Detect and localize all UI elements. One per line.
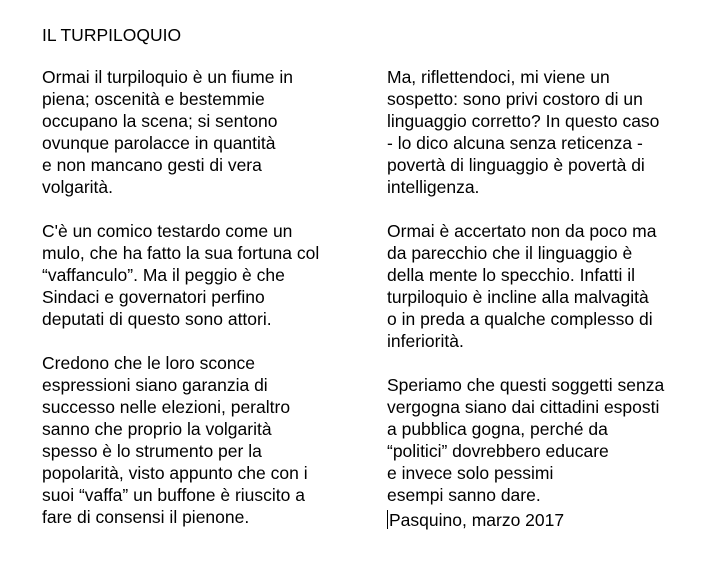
- poem-line: spesso è lo strumento per la: [42, 441, 262, 461]
- poem-line: esempi sanno dare.: [387, 485, 541, 505]
- poem-title: IL TURPILOQUIO: [42, 25, 182, 45]
- poem-line: occupano la scena; si sentono: [42, 111, 278, 131]
- poem-line: della mente lo specchio. Infatti il: [387, 265, 636, 285]
- poem-line: suoi “vaffa” un buffone è riuscito a: [42, 485, 305, 505]
- stanza: [42, 66, 362, 198]
- stanza: [42, 220, 362, 330]
- poem-line: ovunque parolacce in quantità: [42, 133, 276, 153]
- poem-line: Ormai è accertato non da poco ma: [387, 221, 657, 241]
- stanza: [387, 66, 687, 198]
- poem-line: intelligenza.: [387, 177, 480, 197]
- poem-line: Ma, riflettendoci, mi viene un: [387, 67, 610, 87]
- poem-line: Ormai il turpiloquio è un fiume in: [42, 67, 293, 87]
- poem-line: e non mancano gesti di vera: [42, 155, 262, 175]
- right-column: [387, 66, 687, 528]
- poem-line: Sindaci e governatori perfino: [42, 287, 265, 307]
- poem-line: inferiorità.: [387, 331, 464, 351]
- poem-line: mulo, che ha fatto la sua fortuna col: [42, 243, 320, 263]
- poem-line: espressioni siano garanzia di: [42, 375, 268, 395]
- poem-line: e invece solo pessimi: [387, 463, 554, 483]
- poem-line: da parecchio che il linguaggio è: [387, 243, 633, 263]
- poem-line: sanno che proprio la volgarità: [42, 419, 272, 439]
- stanza: [387, 374, 687, 506]
- signature-text: Pasquino, marzo 2017: [389, 510, 565, 530]
- poem-line: vergogna siano dai cittadini esposti: [387, 397, 660, 417]
- poem-line: “politici” dovrebbero educare: [387, 441, 609, 461]
- poem-line: linguaggio corretto? In questo caso: [387, 111, 660, 131]
- poem-line: Speriamo che questi soggetti senza: [387, 375, 665, 395]
- poem-line: a pubblica gogna, perché da: [387, 419, 608, 439]
- poem-line: piena; oscenità e bestemmie: [42, 89, 265, 109]
- poem-line: povertà di linguaggio è povertà di: [387, 155, 645, 175]
- signature-line[interactable]: [387, 509, 564, 531]
- poem-line: volgarità.: [42, 177, 114, 197]
- poem-line: successo nelle elezioni, peraltro: [42, 397, 291, 417]
- poem-line: “vaffanculo”. Ma il peggio è che: [42, 265, 285, 285]
- poem-line: deputati di questo sono attori.: [42, 309, 272, 329]
- text-cursor: [387, 510, 388, 529]
- poem-line: sospetto: sono privi costoro di un: [387, 89, 643, 109]
- poem-line: Credono che le loro sconce: [42, 353, 256, 373]
- poem-line: C'è un comico testardo come un: [42, 221, 293, 241]
- stanza: [42, 352, 362, 528]
- poem-line: popolarità, visto appunto che con i: [42, 463, 308, 483]
- poem-line: - lo dico alcuna senza reticenza -: [387, 133, 643, 153]
- poem-line: turpiloquio è incline alla malvagità: [387, 287, 649, 307]
- left-column: [42, 66, 362, 550]
- poem-line: fare di consensi il pienone.: [42, 507, 250, 527]
- poem-line: o in preda a qualche complesso di: [387, 309, 653, 329]
- stanza: [387, 220, 687, 352]
